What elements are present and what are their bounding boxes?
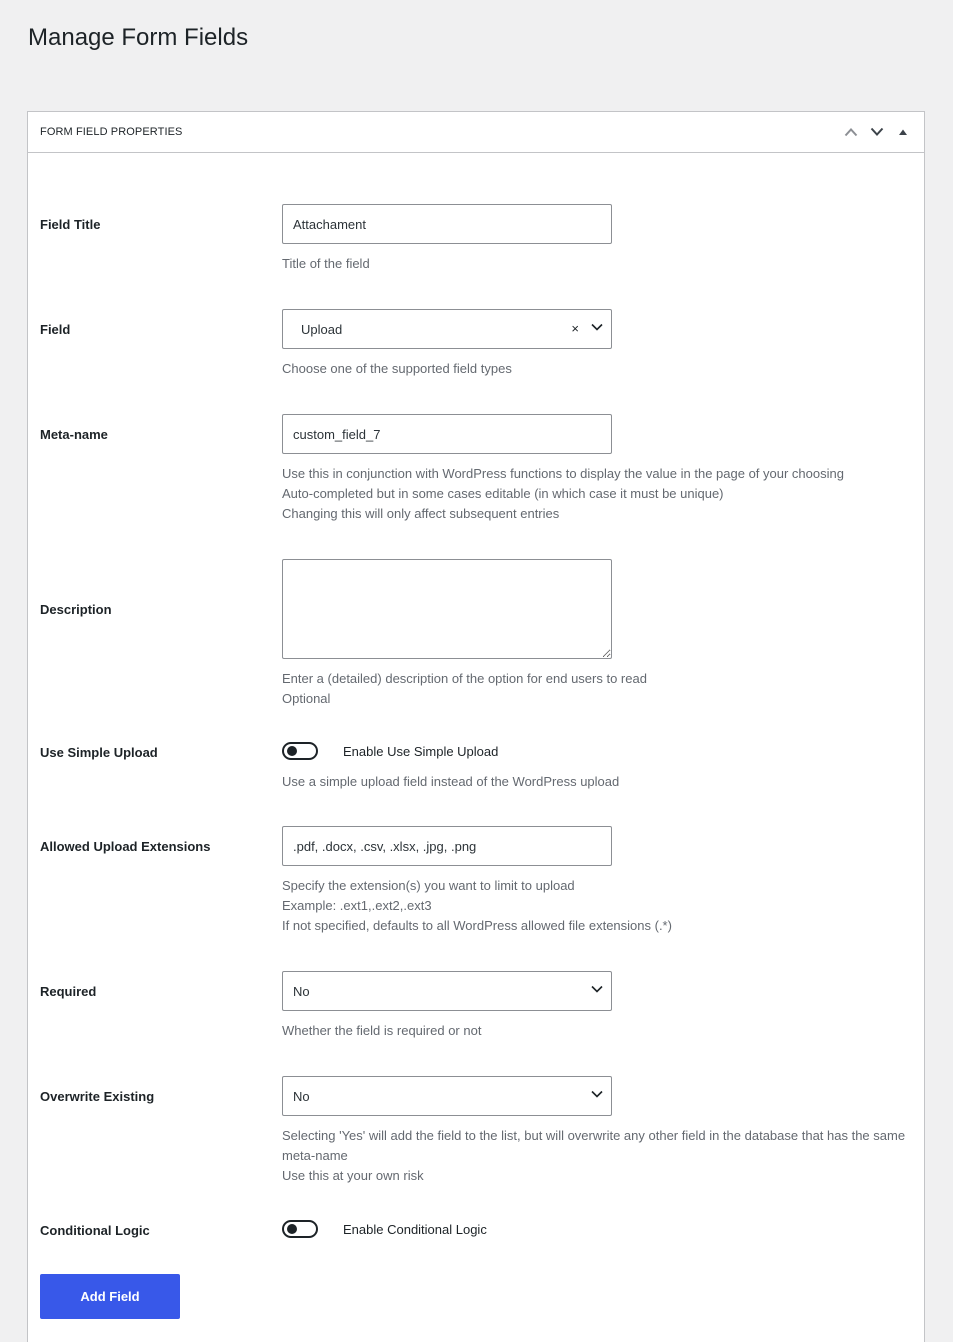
extensions-help-3: If not specified, defaults to all WordPress allowed file extensions (.*): [282, 918, 672, 933]
field-type-help: Choose one of the supported field types: [282, 361, 512, 376]
simple-upload-toggle-label[interactable]: Enable Use Simple Upload: [343, 743, 499, 759]
field-title-input[interactable]: [282, 204, 612, 244]
required-select[interactable]: [282, 971, 612, 1011]
required-help: Whether the field is required or not: [282, 1023, 482, 1038]
chevron-down-icon: [591, 985, 603, 993]
field-title-label: Field Title: [40, 217, 101, 232]
chevron-up-icon: [844, 127, 858, 137]
field-type-select[interactable]: [282, 309, 612, 349]
triangle-up-icon: [898, 128, 908, 136]
overwrite-value: No: [293, 1088, 310, 1104]
meta-name-label: Meta-name: [40, 427, 108, 442]
chevron-down-icon: [870, 127, 884, 137]
overwrite-select[interactable]: [282, 1076, 612, 1116]
meta-name-input[interactable]: [282, 414, 612, 454]
field-title-help: Title of the field: [282, 256, 370, 271]
required-value: No: [293, 983, 310, 999]
postbox-header-actions: [838, 112, 916, 152]
simple-upload-toggle[interactable]: [282, 742, 318, 760]
extensions-input[interactable]: [282, 826, 612, 866]
extensions-label: Allowed Upload Extensions: [40, 839, 211, 854]
meta-name-help-3: Changing this will only affect subsequent entries: [282, 506, 560, 521]
postbox-title: FORM FIELD PROPERTIES: [40, 126, 183, 138]
simple-upload-help: Use a simple upload field instead of the WordPress upload: [282, 774, 620, 789]
conditional-logic-toggle-wrap: [282, 1220, 487, 1238]
extensions-help-2: Example: .ext1,.ext2,.ext3: [282, 898, 432, 913]
extensions-help-1: Specify the extension(s) you want to limit to upload: [282, 878, 575, 893]
field-type-value: Upload: [301, 321, 343, 337]
clear-selection-icon[interactable]: ×: [571, 321, 579, 336]
chevron-down-icon: [591, 323, 603, 331]
postbox-header: [28, 112, 924, 153]
conditional-logic-toggle[interactable]: [282, 1220, 318, 1238]
field-type-label: Field: [40, 322, 71, 337]
overwrite-label: Overwrite Existing: [40, 1089, 155, 1104]
chevron-down-icon: [591, 1090, 603, 1098]
form-field-properties-box: [27, 111, 925, 1342]
description-textarea[interactable]: [282, 559, 612, 659]
page-title: Manage Form Fields: [28, 24, 249, 51]
overwrite-help-2: meta-name: [282, 1148, 348, 1163]
meta-name-help-1: Use this in conjunction with WordPress functions to display the value in the page of your choosing: [282, 466, 844, 481]
meta-name-help-2: Auto-completed but in some cases editable (in which case it must be unique): [282, 486, 724, 501]
add-field-button[interactable]: Add Field: [40, 1274, 180, 1319]
description-help-2: Optional: [282, 691, 331, 706]
toggle-panel-button[interactable]: [890, 114, 916, 150]
simple-upload-toggle-wrap: [282, 742, 498, 760]
description-help-1: Enter a (detailed) description of the option for end users to read: [282, 671, 647, 686]
move-up-button[interactable]: [838, 114, 864, 150]
simple-upload-label: Use Simple Upload: [40, 745, 158, 760]
description-label: Description: [40, 602, 112, 617]
conditional-logic-label: Conditional Logic: [40, 1223, 150, 1238]
required-label: Required: [40, 984, 97, 999]
overwrite-help-3: Use this at your own risk: [282, 1168, 424, 1183]
conditional-logic-toggle-label[interactable]: Enable Conditional Logic: [343, 1221, 487, 1237]
overwrite-help-1: Selecting 'Yes' will add the field to the list, but will overwrite any other field in the database that has the same: [282, 1128, 906, 1143]
move-down-button[interactable]: [864, 114, 890, 150]
